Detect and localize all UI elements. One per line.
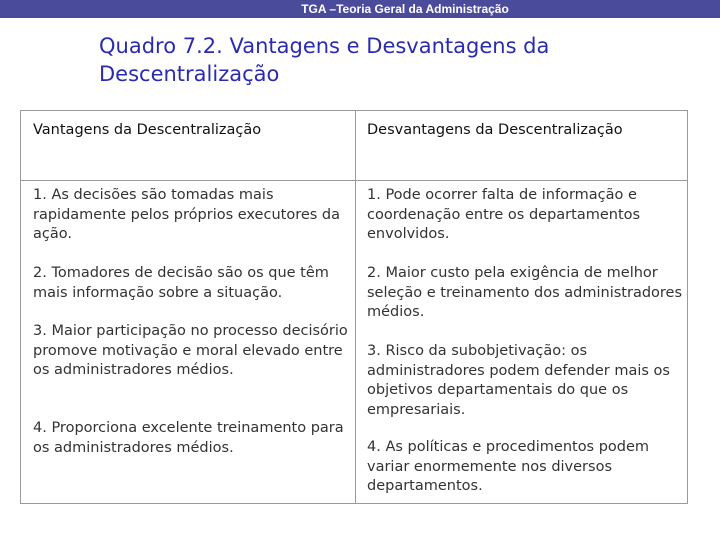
column-divider xyxy=(355,111,356,503)
course-title: TGA –Teoria Geral da Administração xyxy=(301,2,509,16)
advantage-item: 2. Tomadores de decisão são os que têm mais informação sobre a situação. xyxy=(33,265,329,301)
header-disadvantages: Desvantagens da Descentralização xyxy=(367,122,623,138)
course-header-bar xyxy=(0,0,720,18)
advantage-item: 3. Maior participação no processo decisório promove motivação e moral elevado entre os administradores médios. xyxy=(33,323,348,378)
slide-title: Quadro 7.2. Vantagens e Desvantagens da Descentralização xyxy=(99,34,550,86)
comparison-table xyxy=(20,110,688,504)
disadvantage-item: 3. Risco da subobjetivação: os administradores podem defender mais os objetivos departamentais do que os empresariais. xyxy=(367,343,670,418)
advantage-item: 4. Proporciona excelente treinamento para os administradores médios. xyxy=(33,420,344,456)
advantage-item: 1. As decisões são tomadas mais rapidamente pelos próprios executores da ação. xyxy=(33,187,341,242)
header-advantages: Vantagens da Descentralização xyxy=(33,122,262,138)
disadvantage-item: 4. As políticas e procedimentos podem variar enormemente nos diversos departamentos. xyxy=(367,439,650,494)
disadvantage-item: 1. Pode ocorrer falta de informação e coordenação entre os departamentos envolvidos. xyxy=(367,187,641,242)
disadvantage-item: 2. Maior custo pela exigência de melhor seleção e treinamento dos administradores médios. xyxy=(367,265,683,320)
